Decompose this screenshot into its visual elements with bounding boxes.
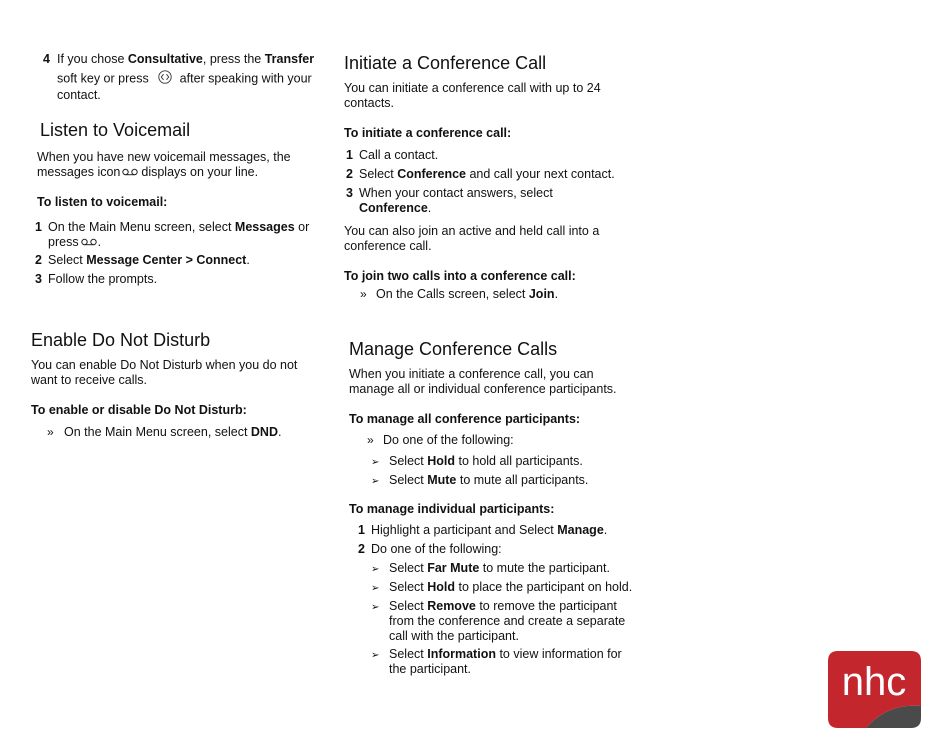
step-number: 3	[346, 186, 353, 200]
item-text: Select	[389, 580, 428, 594]
procedure-title-join: To join two calls into a conference call:	[344, 269, 576, 283]
procedure-title-initiate: To initiate a conference call:	[344, 126, 512, 140]
step-number: 1	[346, 148, 353, 162]
section-title-voicemail: Listen to Voicemail	[40, 120, 191, 140]
intro-line: contacts.	[344, 96, 395, 110]
item-text: call with the participant.	[389, 629, 519, 643]
item-text: to remove the participant	[475, 599, 617, 613]
step-text: Select	[359, 167, 398, 181]
item-text: to mute all participants.	[456, 473, 589, 487]
step-bold: Manage	[557, 523, 604, 537]
bullet: »	[360, 287, 367, 301]
step-text: When your contact answers, select	[359, 186, 553, 200]
initiate-step-2	[346, 167, 636, 182]
step-bold: Transfer	[264, 52, 315, 66]
nhc-logo	[828, 651, 921, 728]
manage-ind-sub-1	[371, 561, 641, 576]
step-text: Select	[48, 253, 87, 267]
intro-line: want to receive calls.	[31, 373, 148, 387]
step-text: If you chose	[57, 52, 128, 66]
item-text: to mute the participant.	[479, 561, 610, 575]
logo-text: nhc	[841, 660, 907, 704]
join-intro	[344, 224, 634, 254]
step-number: 2	[358, 542, 365, 556]
step-text: Do one of the following:	[371, 542, 502, 556]
item-text: On the Calls screen, select	[376, 287, 529, 301]
item-text: .	[278, 425, 282, 439]
arrow-bullet-icon: ➢	[371, 564, 380, 575]
step-text: after speaking with your	[179, 71, 312, 86]
item-bold: Hold	[427, 454, 455, 468]
intro-line: messages icon	[37, 165, 121, 179]
step-bold: Message Center > Connect	[86, 253, 247, 267]
item-bold: Join	[528, 287, 555, 301]
step-4	[43, 52, 333, 103]
section-title-dnd: Enable Do Not Disturb	[31, 330, 211, 350]
item-bold: Mute	[427, 473, 457, 487]
section-title-initiate: Initiate a Conference Call	[344, 53, 547, 73]
bullet: »	[367, 433, 374, 447]
manage-ind-sub-3	[371, 599, 641, 644]
step-number: 2	[35, 253, 42, 267]
initiate-intro	[344, 81, 634, 111]
intro-line: displays on your line.	[141, 165, 259, 179]
item-text: Select	[389, 473, 428, 487]
procedure-title-manage-all: To manage all conference participants:	[349, 412, 581, 426]
arrow-bullet-icon: ➢	[371, 457, 380, 468]
item-bold: Remove	[427, 599, 476, 613]
item-text: the participant.	[389, 662, 471, 676]
manage-ind-step-1	[358, 523, 638, 538]
voicemail-step-3	[35, 272, 335, 287]
step-text: Follow the prompts.	[48, 272, 158, 286]
item-text: to view information for	[495, 647, 622, 661]
dnd-item	[47, 425, 327, 440]
step-bold: Messages	[234, 220, 295, 234]
item-text: Select	[389, 561, 428, 575]
item-bold: Information	[427, 647, 496, 661]
step-number: 4	[43, 52, 50, 66]
arrow-bullet-icon: ➢	[371, 583, 380, 594]
step-text: press	[48, 235, 79, 249]
intro-line: When you initiate a conference call, you can	[349, 367, 594, 381]
step-text: .	[246, 253, 250, 267]
item-bold: Far Mute	[427, 561, 480, 575]
step-text: .	[97, 235, 102, 249]
arrow-bullet-icon: ➢	[371, 602, 380, 613]
step-bold: Conference	[359, 201, 428, 215]
manage-ind-sub-4	[371, 647, 641, 677]
procedure-title-voicemail: To listen to voicemail:	[37, 195, 168, 209]
transfer-key-icon	[158, 70, 172, 88]
dnd-intro	[31, 358, 321, 388]
manage-ind-sub-2	[371, 580, 641, 595]
step-text: Highlight a participant and Select	[371, 523, 558, 537]
step-text: and call your next contact.	[466, 167, 615, 181]
join-item	[360, 287, 640, 302]
item-text: .	[554, 287, 559, 301]
step-text: .	[603, 523, 608, 537]
step-text: soft key or press	[57, 71, 149, 86]
intro-line: manage all or individual conference participants.	[349, 382, 617, 396]
voicemail-step-1	[35, 220, 335, 250]
step-text: contact.	[57, 88, 101, 102]
item-text: Do one of the following:	[383, 433, 514, 447]
procedure-title-dnd: To enable or disable Do Not Disturb:	[31, 403, 247, 417]
intro-line: You can enable Do Not Disturb when you do not	[31, 358, 298, 372]
item-text: Select	[389, 454, 428, 468]
manage-all-item	[367, 433, 637, 448]
item-text: Select	[389, 647, 428, 661]
item-bold: DND	[250, 425, 278, 439]
item-text: On the Main Menu screen, select	[64, 425, 251, 439]
arrow-bullet-icon: ➢	[371, 476, 380, 487]
voicemail-intro	[37, 150, 327, 180]
bullet: »	[47, 425, 54, 439]
initiate-step-1	[346, 148, 636, 163]
step-number: 3	[35, 272, 42, 286]
initiate-step-3	[346, 186, 636, 216]
item-bold: Hold	[427, 580, 455, 594]
item-text: Select	[389, 599, 428, 613]
intro-line: You can initiate a conference call with up to 24	[344, 81, 601, 95]
procedure-title-manage-individual: To manage individual participants:	[349, 502, 555, 516]
intro-line: When you have new voicemail messages, the	[37, 150, 291, 164]
item-text: to hold all participants.	[455, 454, 583, 468]
arrow-bullet-icon: ➢	[371, 650, 380, 661]
manage-all-sub-2	[371, 473, 641, 488]
section-title-manage: Manage Conference Calls	[349, 339, 558, 359]
step-number: 1	[358, 523, 365, 537]
step-number: 1	[35, 220, 42, 234]
voicemail-icon	[122, 165, 138, 180]
item-text: to place the participant on hold.	[455, 580, 633, 594]
item-text: from the conference and create a separate	[389, 614, 626, 628]
step-bold: Conference	[397, 167, 466, 181]
step-text: or	[294, 220, 310, 234]
step-text: On the Main Menu screen, select	[48, 220, 235, 234]
step-number: 2	[346, 167, 353, 181]
intro-line: You can also join an active and held call into a	[344, 224, 600, 238]
manage-ind-step-2	[358, 542, 638, 557]
voicemail-icon	[81, 235, 97, 250]
step-bold: Consultative	[127, 52, 203, 66]
manage-all-sub-1	[371, 454, 641, 469]
voicemail-step-2	[35, 253, 335, 268]
intro-line: conference call.	[344, 239, 432, 253]
step-text: , press the	[202, 52, 265, 66]
step-text: Call a contact.	[359, 148, 439, 162]
step-text: .	[427, 201, 432, 215]
manage-intro	[349, 367, 639, 397]
